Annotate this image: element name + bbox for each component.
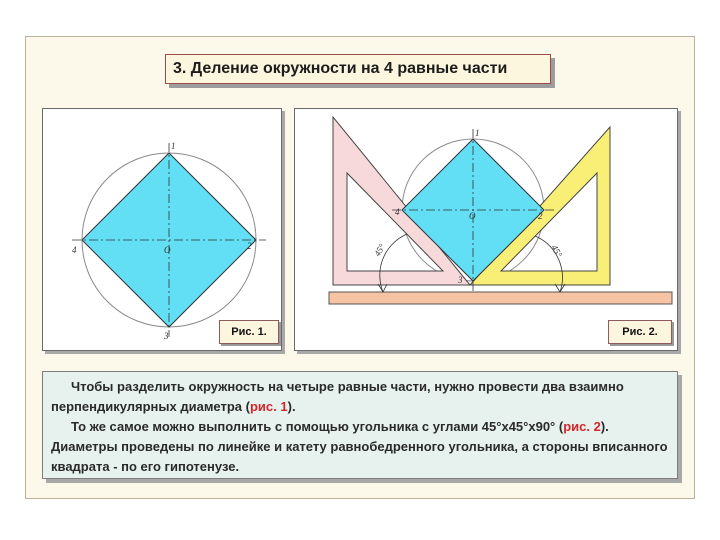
figure-2-point-2: 2 <box>538 211 543 221</box>
slide-title-text: 3. Деление окружности на 4 равные части <box>173 60 508 77</box>
paragraph-2-end: ). Диаметры проведены по линейке и катету равнобедренного угольника, а стороны вписанного квадрата - по его гипотенузе. <box>51 419 668 474</box>
description-paragraph-1 <box>51 377 669 417</box>
figure-1-center: O <box>164 245 171 255</box>
ruler <box>329 292 672 304</box>
figure-2-point-4: 4 <box>395 207 400 217</box>
figure-2-point-1: 1 <box>475 128 480 138</box>
figure-1-label: Рис. 1. <box>219 320 279 344</box>
figure-2-drawing <box>295 109 677 350</box>
figure-2-reference: рис. 2 <box>563 419 601 434</box>
figure-2-label: Рис. 2. <box>608 320 672 344</box>
figure-1-panel <box>42 108 282 351</box>
slide-title <box>165 54 551 84</box>
figure-1-point-3: 3 <box>164 331 169 341</box>
figure-1-drawing <box>43 109 281 350</box>
paragraph-1-text: Чтобы разделить окружность на четыре равные части, нужно провести два взаимно перпендикулярных диаметра ( <box>51 379 624 414</box>
figure-2-center: O <box>469 211 476 221</box>
paragraph-2-text: То же самое можно выполнить с помощью угольника с углами 45°х45°х90° ( <box>71 419 564 434</box>
right-angle-label: 45° <box>549 243 565 259</box>
figure-1-point-4: 4 <box>72 245 77 255</box>
paragraph-1-end: ). <box>287 399 296 414</box>
description-paragraph-2 <box>51 417 669 477</box>
figure-2-panel <box>294 108 678 351</box>
figure-1-point-2: 2 <box>247 241 252 251</box>
description-box <box>42 371 678 479</box>
figure-1-reference: рис. 1 <box>249 399 288 414</box>
left-angle-label: 45° <box>372 242 388 258</box>
figure-1-point-1: 1 <box>171 141 176 151</box>
figure-2-point-3: 3 <box>458 275 463 285</box>
